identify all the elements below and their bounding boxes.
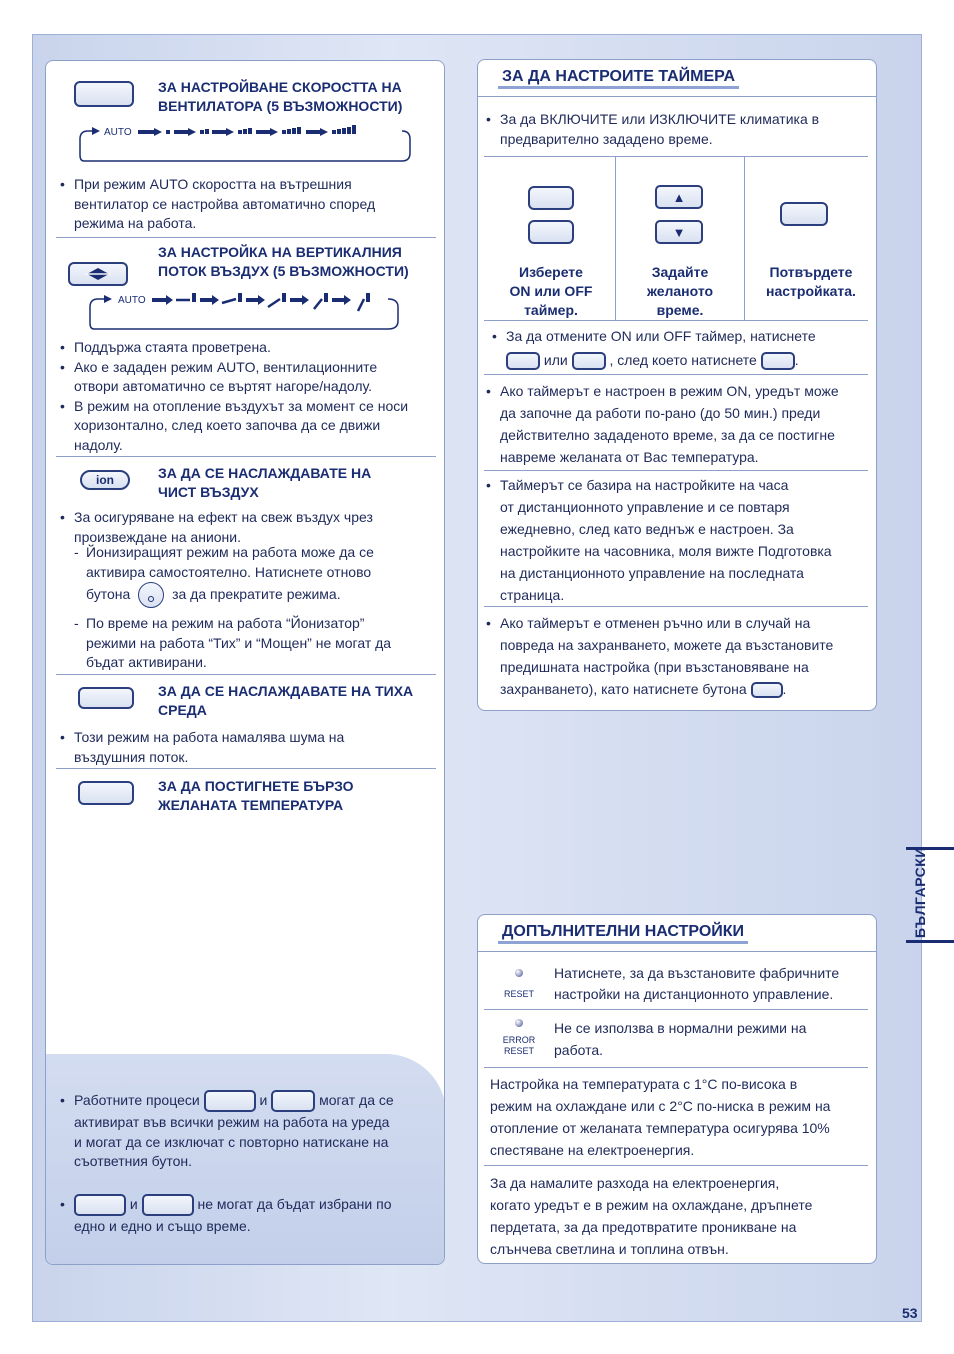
fan-speed-steps [138, 125, 356, 136]
reset-label: RESET [503, 989, 534, 999]
timer-note-1: • Ако таймерът е настроен в режим ON, уредът може да започне да работи по-рано (до 50 мин.) преди действително зададеното време, за да се постигне навреме желаната от Вас температура. [486, 383, 839, 465]
ion-round-button[interactable] [138, 582, 164, 608]
powerful-inline-button[interactable] [271, 1090, 315, 1112]
quiet-inline-button[interactable] [204, 1090, 256, 1112]
airflow-arrows-icon [83, 266, 113, 282]
temperature-tip: Настройка на температурата с 1°C по-висока в режим на охлаждане или с 2°C по-ниска в режим на отопление от желаната температура осигурява 10% спестяване на електроенергия. [490, 1076, 831, 1158]
divider [484, 320, 868, 321]
divider [478, 96, 876, 97]
timer-note-2: • Таймерът се базира на настройките на часа от дистанционното управление и се повтаря ежедневно, след като веднъж е настроен. За настройките на часовника, моля вижте Подготовка на дистанционното управление на последната страница. [486, 477, 832, 603]
timer-note-3: • Ако таймерът е отменен ръчно или в случай на повреда на захранването, можете да възстановите предишната настройка (при възстановяване на захранването), като натиснете бутона . [486, 615, 834, 697]
down-arrow-icon: ▼ [672, 224, 686, 240]
airflow-notes: • Поддържа стаята проветрена. • Ако е зададен режим AUTO, вентилационните отвори автоматично се въртят нагоре/надолу. • В режим на отопление въздухът за момент се носи хоризонтално, след което започва да се движи надолу. [60, 339, 409, 453]
ion-notes: • За осигуряване на ефект на свеж въздух чрез произвеждане на аниони. [60, 509, 373, 545]
airflow-diagram [86, 287, 406, 331]
divider [56, 674, 436, 675]
powerful-title: ЗА ДА ПОСТИГНЕТЕ БЪРЗО ЖЕЛАНАТА ТЕМПЕРАТУРА [158, 778, 354, 813]
powerful-button[interactable] [78, 781, 134, 805]
quiet-button[interactable] [78, 687, 134, 709]
cancel-off-inline-button[interactable] [572, 352, 606, 370]
quiet-title: ЗА ДА СЕ НАСЛАЖДАВАТЕ НА ТИХА СРЕДА [158, 683, 414, 718]
left-panel [45, 60, 445, 1265]
timer-off-button[interactable] [528, 220, 574, 244]
divider [484, 156, 868, 157]
language-tab [906, 847, 954, 943]
fan-title: ЗА НАСТРОЙВАНЕ СКОРОСТТА НА ВЕНТИЛАТОРА (5 ВЪЗМОЖНОСТИ) [158, 79, 403, 114]
timer-title: ЗА ДА НАСТРОИТЕ ТАЙМЕРА [498, 68, 739, 89]
divider [484, 1165, 868, 1166]
language-label: БЪЛГАРСКИ [912, 847, 928, 938]
reset-button[interactable] [515, 969, 523, 977]
fan-speed-diagram [76, 121, 416, 163]
quiet-notes: • Този режим на работа намалява шума на въздушния поток. [60, 729, 345, 765]
fan-note: • При режим AUTO скоростта на вътрешния вентилатор се настройва автоматично според режима на работа. [60, 176, 376, 231]
up-arrow-icon: ▲ [672, 189, 686, 205]
timer-on-button[interactable] [528, 186, 574, 210]
cancel-set-inline-button[interactable] [761, 352, 795, 370]
timer-set-button[interactable] [780, 202, 828, 226]
ion-button[interactable]: ion [80, 470, 130, 490]
powerful-inline-button-2[interactable] [142, 1194, 194, 1216]
airflow-auto-label: AUTO [118, 295, 146, 306]
ion-title: ЗА ДА СЕ НАСЛАЖДАВАТЕ НА ЧИСТ ВЪЗДУХ [158, 465, 372, 500]
bottom-note-1: • Работните процеси и могат да се активират във всички режим на работа на уреда и могат да се изключат с повторно натискане на съответния бутон. [60, 1092, 394, 1169]
timer-panel [477, 59, 877, 711]
ion-detail-2: - По време на режим на работа “Йонизатор” режими на работа “Тих” и “Мощен” не могат да бъдат активирани. [74, 615, 392, 670]
fan-auto-label: AUTO [104, 127, 132, 138]
error-reset-label: ERROR RESET [502, 1035, 536, 1056]
airflow-button[interactable] [68, 262, 128, 286]
time-down-button[interactable] [655, 220, 703, 244]
divider [484, 470, 868, 471]
extra-settings-panel [477, 914, 877, 1264]
divider [56, 456, 436, 457]
timer-cancel-note: • За да отмените ON или OFF таймер, натиснете или , след което натиснете . [506, 327, 871, 373]
power-icon [148, 596, 154, 602]
bottom-note-2: • и не могат да бъдат избрани по едно и едно и също време. [60, 1196, 392, 1234]
reset-description: Натиснете, за да възстановите фабричните настройки на дистанционното управление. [554, 965, 840, 1002]
divider [56, 768, 436, 769]
airflow-title: ЗА НАСТРОЙКА НА ВЕРТИКАЛНИЯ ПОТОК ВЪЗДУХ (5 ВЪЗМОЖНОСТИ) [158, 244, 409, 279]
step-confirm-label: Потвърдете настройката. [766, 264, 856, 299]
time-up-button[interactable] [655, 185, 703, 209]
divider [484, 1009, 868, 1010]
divider [484, 374, 868, 375]
page-number: 53 [902, 1305, 918, 1321]
divider [484, 606, 868, 607]
restore-timer-inline-button[interactable] [751, 682, 783, 698]
fan-speed-button[interactable] [74, 81, 134, 107]
step-select-label: Изберете ON или OFF таймер. [509, 264, 593, 318]
timer-intro: • За да ВКЛЮЧИТЕ или ИЗКЛЮЧИТЕ климатика в предварително зададено време. [486, 111, 820, 147]
error-reset-button[interactable] [515, 1019, 523, 1027]
airflow-positions [152, 293, 370, 311]
quiet-inline-button-2[interactable] [74, 1194, 126, 1216]
divider [56, 237, 436, 238]
step-set-label: Задайте желаното време. [646, 264, 714, 318]
divider [484, 1067, 868, 1068]
divider [478, 951, 876, 952]
energy-tip: За да намалите разхода на електроенергия, когато уредът е в режим на охлаждане, дръпнете пердетата, за да предотвратите проникване на слънчева светлина и топлина отвън. [490, 1175, 813, 1257]
cancel-on-inline-button[interactable] [506, 352, 540, 370]
ion-detail-1: - Йонизиращият режим на работа може да се активира самостоятелно. Натиснете отново бутона за да прекратите режима. [86, 543, 374, 606]
error-reset-description: Не се използва в нормални режими на работа. [554, 1020, 807, 1058]
extra-title: ДОПЪЛНИТЕЛНИ НАСТРОЙКИ [498, 923, 748, 944]
